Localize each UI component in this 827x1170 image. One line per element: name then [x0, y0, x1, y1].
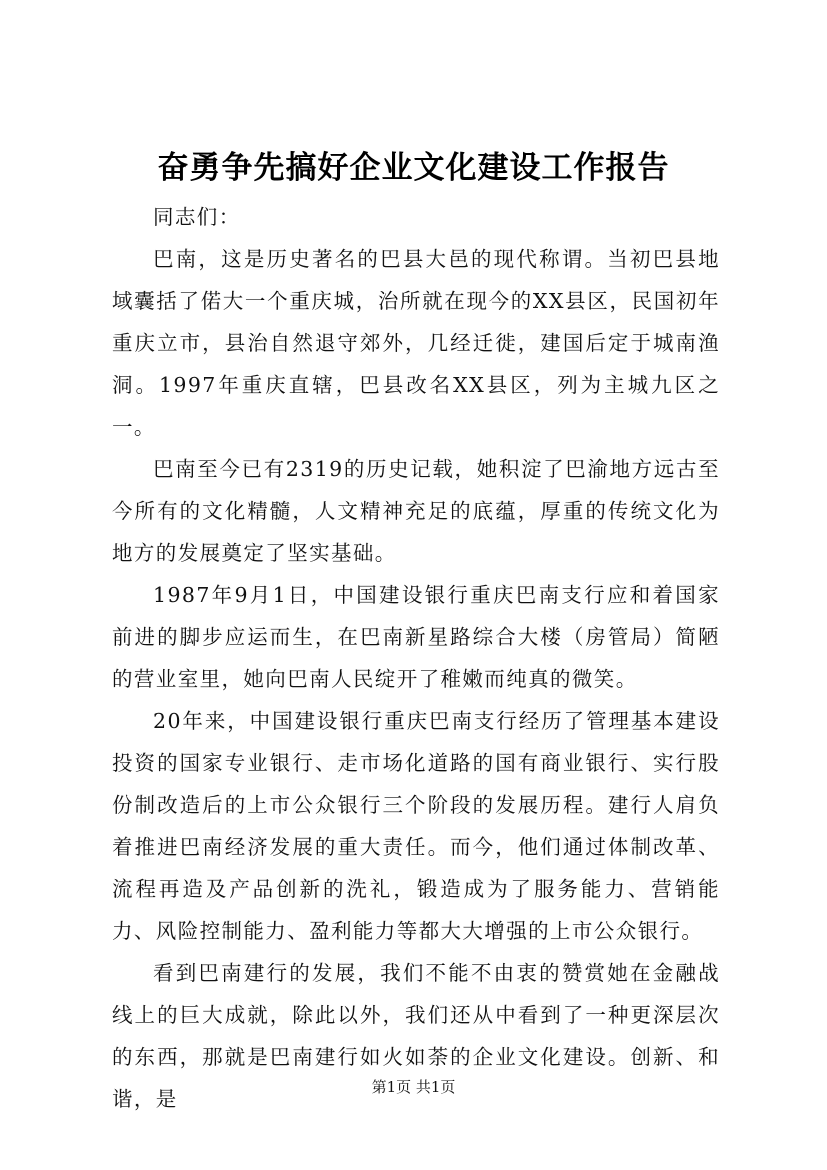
paragraph-3: 1987年9月1日，中国建设银行重庆巴南支行应和着国家前进的脚步应运而生，在巴南新星路综合大楼（房管局）简陋的营业室里，她向巴南人民绽开了稚嫩而纯真的微笑。	[112, 583, 720, 691]
paragraph-4: 20年来，中国建设银行重庆巴南支行经历了管理基本建设投资的国家专业银行、走市场化道路的国有商业银行、实行股份制改造后的上市公众银行三个阶段的发展历程。建行人肩负着推进巴南经济发展的重大责任。而今，他们通过体制改革、流程再造及产品创新的洗礼，锻造成为了服务能力、营销能力、风险控制能力、盈利能力等都大大增强的上市公众银行。	[112, 709, 720, 943]
paragraph-1: 巴南，这是历史著名的巴县大邑的现代称谓。当初巴县地域囊括了偌大一个重庆城，治所就在现今的XX县区，民国初年重庆立市，县治自然退守郊外，几经迁徙，建国后定于城南渔洞。1997年重庆直辖，巴县改名XX县区，列为主城九区之一。	[112, 247, 720, 439]
document-title: 奋勇争先搞好企业文化建设工作报告	[157, 150, 670, 186]
salutation: 同志们：	[153, 205, 241, 229]
paragraph-5: 看到巴南建行的发展，我们不能不由衷的赞赏她在金融战线上的巨大成就，除此以外，我们还从中看到了一种更深层次的东西，那就是巴南建行如火如荼的企业文化建设。创新、和谐，是	[112, 961, 720, 1111]
document-body	[112, 196, 720, 1120]
page-footer: 第1页 共1页	[371, 1078, 456, 1096]
paragraph-2: 巴南至今已有2319的历史记载，她积淀了巴渝地方远古至今所有的文化精髓，人文精神充足的底蕴，厚重的传统文化为地方的发展奠定了坚实基础。	[112, 457, 720, 565]
